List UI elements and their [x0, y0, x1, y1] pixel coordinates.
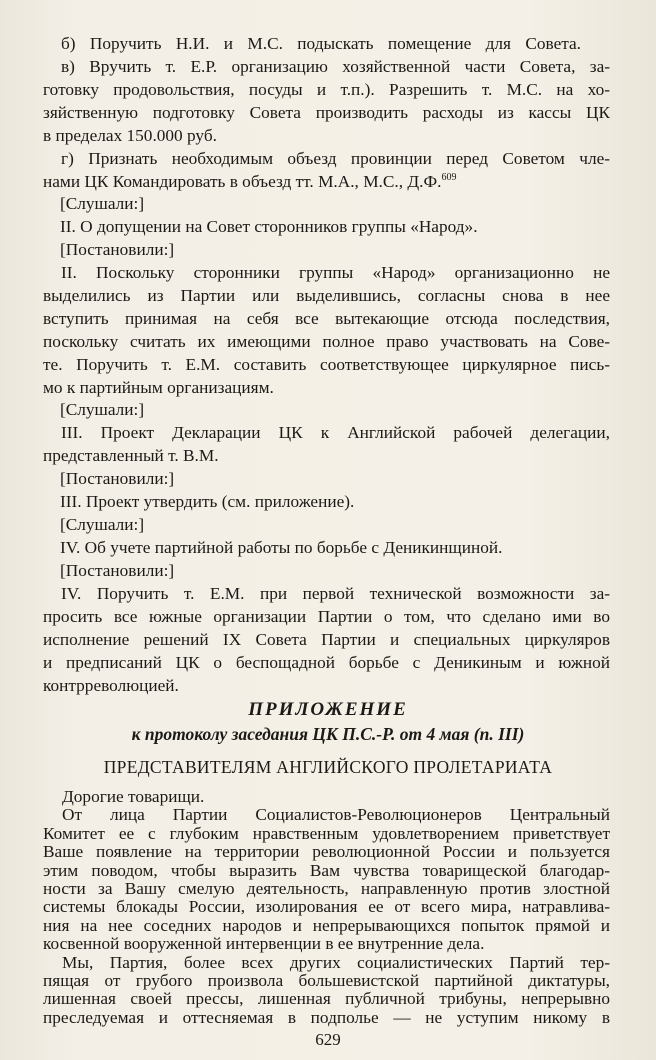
text-line: выделились из Партии или выделившись, согласны снова в нее: [43, 286, 610, 305]
text-line: те. Поручить т. Е.М. составить соответствующее циркулярное пись-: [43, 355, 610, 374]
text-line: готовку продовольствия, посуды и т.п.). Разрешить т. М.С. на хо-: [43, 80, 610, 99]
text-line: [Слушали:]: [60, 515, 145, 534]
text-line: Мы, Партия, более всех других социалистических Партий тер-: [62, 952, 610, 972]
text-line: IV. Об учете партийной работы по борьбе с Деникинщиной.: [60, 538, 503, 557]
text-line: в) Вручить т. Е.Р. организацию хозяйственной части Совета, за-: [61, 57, 610, 76]
text-line: б) Поручить Н.И. и М.С. подыскать помещение для Совета.: [61, 34, 581, 53]
text-line: [Слушали:]: [60, 194, 145, 213]
text-line: исполнение решений IX Совета Партии и специальных циркуляров: [43, 630, 610, 649]
page-number: 629: [315, 1030, 341, 1050]
text-line: этим поводом, чтобы выразить Вам чувства товарищеской благодар-: [43, 860, 610, 880]
text-line: представленный т. В.М.: [43, 446, 219, 465]
text-line: ния на нее соседних народов и непрерывающихся попыток прямой и: [43, 915, 610, 935]
text-line: II. О допущении на Совет сторонников группы «Народ».: [60, 217, 478, 236]
text-line: косвенной вооруженной интервенции в ее внутренние дела.: [43, 934, 485, 954]
text-line: поскольку считать их имеющими полное право участвовать на Сове-: [43, 332, 610, 351]
text-line: системы блокады России, изолирования ее от всего мира, натравлива-: [43, 897, 610, 917]
footnote-ref: 609: [441, 172, 457, 183]
text-line: ности за Вашу смелую деятельность, направленную против злостной: [43, 879, 610, 898]
text-line: вступить принимая на себя все вытекающие отсюда последствия,: [43, 309, 610, 328]
text-line: и предписаний ЦК о беспощадной борьбе с Деникиным и южной: [43, 653, 610, 672]
text-line: в пределах 150.000 руб.: [43, 126, 217, 145]
appendix-title: ПРИЛОЖЕНИЕ: [248, 699, 408, 720]
text-line: мо к партийным организациям.: [43, 378, 274, 397]
text-line: лишенная своей прессы, лишенная публичной трибуны, непрерывно: [43, 989, 610, 1009]
appendix-subtitle: к протоколу заседания ЦК П.С.-Р. от 4 мая (п. III): [131, 724, 525, 744]
text-line: [Постановили:]: [60, 469, 175, 488]
text-line-content: нами ЦК Командировать в объезд тт. М.А., М.С., Д.Ф.: [43, 172, 442, 191]
text-line: зяйственную подготовку Совета производить расходы из кассы ЦК: [43, 103, 610, 122]
text-line: III. Проект утвердить (см. приложение).: [60, 492, 355, 511]
text-line: IV. Поручить т. Е.М. при первой технической возможности за-: [61, 584, 610, 603]
text-line: преследуемая и оттесняемая в подполье — не уступим никому в: [43, 1007, 610, 1027]
text-line: Ваше появление на территории революционной России и пользуется: [43, 842, 610, 862]
text-line: [Постановили:]: [60, 240, 175, 259]
text-line: [Постановили:]: [60, 561, 175, 580]
text-line: пящая от грубого произвола большевистской партийной диктатуры,: [43, 971, 610, 990]
text-line: [43, 172, 456, 192]
text-line: От лица Партии Социалистов-Революционеров Центральный: [62, 805, 610, 825]
section-heading: ПРЕДСТАВИТЕЛЯМ АНГЛИЙСКОГО ПРОЛЕТАРИАТА: [103, 757, 553, 777]
text-line: контрреволюцией.: [43, 676, 179, 695]
text-line: [Слушали:]: [60, 400, 145, 419]
text-line: Дорогие товарищи.: [62, 787, 205, 806]
text-line: II. Поскольку сторонники группы «Народ» организационно не: [61, 263, 610, 282]
text-line: III. Проект Декларации ЦК к Английской рабочей делегации,: [61, 423, 610, 442]
text-line: Комитет ее с глубоким нравственным удовлетворением приветствует: [43, 823, 610, 843]
text-line: г) Признать необходимым объезд провинции перед Советом чле-: [61, 149, 610, 168]
text-line: просить все южные организации Партии о том, что сделано ими во: [43, 607, 610, 626]
